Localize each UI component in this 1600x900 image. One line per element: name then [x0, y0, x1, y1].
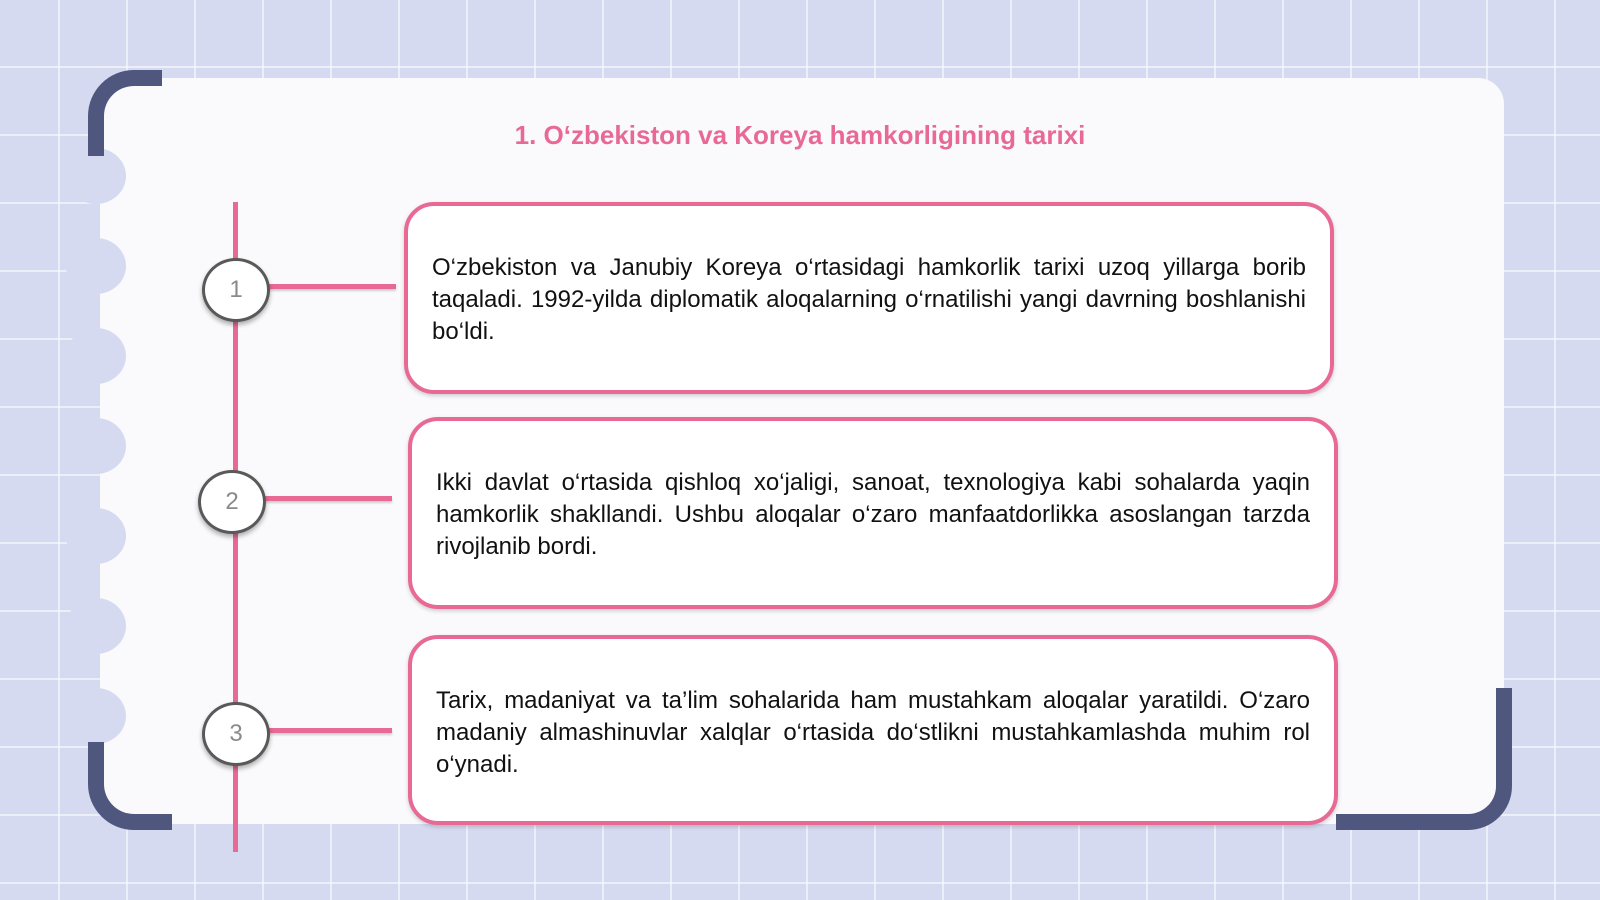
timeline-node-2	[198, 470, 266, 534]
timeline-connector	[266, 284, 396, 289]
timeline-text: O‘zbekiston va Janubiy Koreya o‘rtasidagi hamkorlik tarixi uzoq yillarga borib taqaladi. 1992-yilda diplomatik aloqalarning o‘rnatilishi yangi davrning boshlanishi bo‘ldi.	[432, 254, 1306, 345]
corner-bracket-bottom-right	[1336, 688, 1512, 830]
scallop-decoration	[66, 148, 126, 204]
timeline-node-3	[202, 702, 270, 766]
timeline-node-number: 1	[229, 276, 243, 303]
timeline-node-number: 2	[225, 488, 239, 515]
corner-bracket-bottom-left	[88, 742, 172, 830]
corner-bracket-top-left	[88, 70, 162, 156]
timeline-connector	[266, 728, 392, 733]
timeline-text: Tarix, madaniyat va ta’lim sohalarida ham mustahkam aloqalar yaratildi. O‘zaro madaniy almashinuvlar xalqlar o‘rtasida do‘stlikni mustahkamlashda muhim rol o‘ynadi.	[436, 687, 1310, 778]
timeline-node-number: 3	[229, 720, 243, 747]
timeline-text-box-1	[404, 202, 1334, 394]
scallop-decoration	[66, 598, 126, 654]
scallop-decoration	[66, 418, 126, 474]
timeline-node-1	[202, 258, 270, 322]
scallop-decoration	[66, 688, 126, 744]
scallop-decoration	[66, 328, 126, 384]
timeline-connector	[262, 496, 392, 501]
scallop-decoration	[66, 508, 126, 564]
timeline-text-box-2	[408, 417, 1338, 609]
timeline-text-box-3	[408, 635, 1338, 825]
timeline-text: Ikki davlat o‘rtasida qishloq xo‘jaligi, sanoat, texnologiya kabi sohalarda yaqin hamkorlik shakllandi. Ushbu aloqalar o‘zaro manfaatdorlikka asoslangan tarzda rivojlanib bordi.	[436, 469, 1310, 560]
scallop-decoration	[66, 238, 126, 294]
slide-title: 1. O‘zbekiston va Koreya hamkorligining tarixi	[514, 120, 1086, 150]
